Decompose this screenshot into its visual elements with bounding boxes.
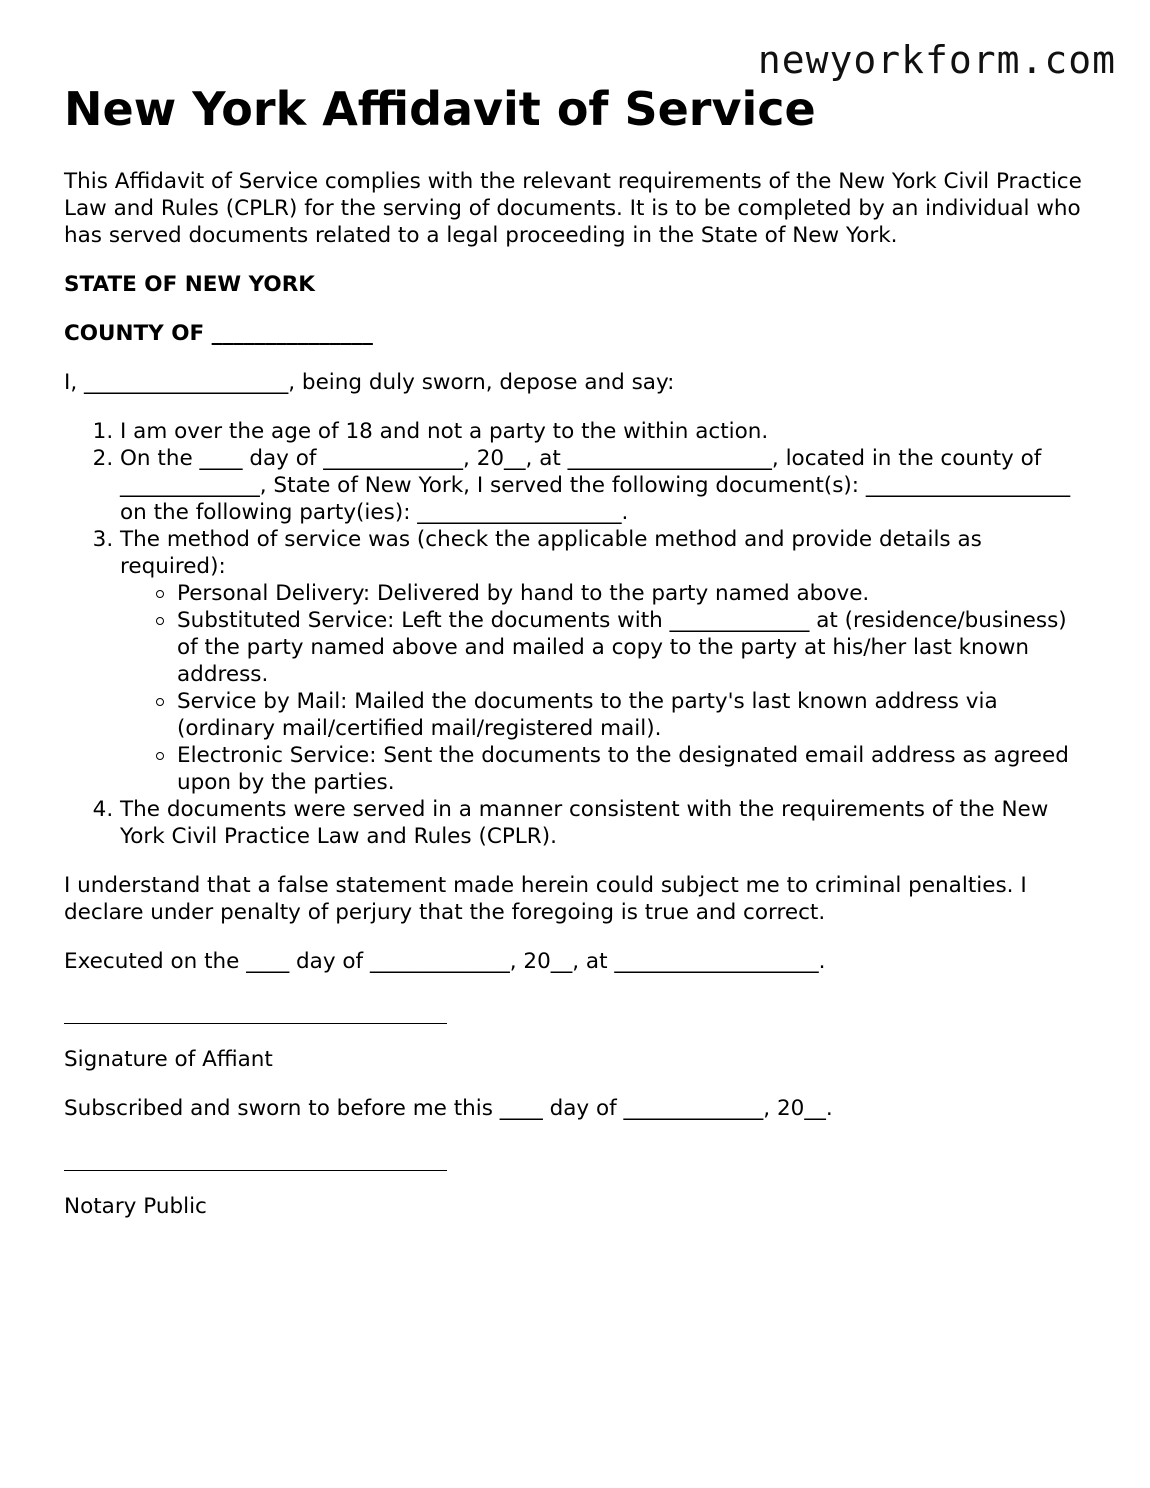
county-heading: COUNTY OF _______________	[64, 321, 373, 346]
state-heading: STATE OF NEW YORK	[64, 272, 315, 297]
method-substituted-service: Substituted Service: Left the documents with _____________ at (residence/business) of the party named above and mailed a copy to the party at his/her last known address.	[177, 607, 1084, 688]
site-watermark: newyorkform.com	[757, 38, 1116, 82]
affiant-signature-line	[64, 1023, 447, 1024]
method-electronic-service: Electronic Service: Sent the documents to the designated email address as agreed upon by the parties.	[177, 742, 1084, 796]
declaration-paragraph: I understand that a false statement made herein could subject me to criminal penalties. I declare under penalty of perjury that the foregoing is true and correct.	[64, 873, 1027, 925]
intro-paragraph: This Affidavit of Service complies with the relevant requirements of the New York Civil Practice Law and Rules (CPLR) for the serving of documents. It is to be completed by an individual who has served documents related to a legal proceeding in the State of New York.	[64, 169, 1082, 248]
statement-list	[64, 418, 1084, 850]
subscribed-line: Subscribed and sworn to before me this ____ day of _____________, 20__.	[64, 1096, 833, 1121]
sworn-line: I, ___________________, being duly sworn, depose and say:	[64, 370, 675, 395]
executed-line: Executed on the ____ day of _____________, 20__, at ___________________.	[64, 949, 826, 974]
statement-item-4: 4. The documents were served in a manner consistent with the requirements of the New York Civil Practice Law and Rules (CPLR).	[120, 796, 1084, 850]
method-service-by-mail: Service by Mail: Mailed the documents to the party's last known address via (ordinary mail/certified mail/registered mail).	[177, 688, 1084, 742]
notary-signature-line	[64, 1170, 447, 1171]
statement-item-2: 2. On the ____ day of _____________, 20__, at ___________________, located in the county of _____________, State of New York, I served the following document(s): ___________________ on the following party(ies): ___________________.	[120, 445, 1084, 526]
document-page	[64, 80, 1084, 1220]
service-methods-list	[120, 580, 1084, 796]
page-title: New York Affidavit of Service	[64, 82, 816, 136]
statement-item-3	[120, 526, 1084, 796]
notary-label: Notary Public	[64, 1194, 207, 1219]
statement-item-3-text: The method of service was (check the applicable method and provide details as required):	[120, 527, 982, 579]
method-personal-delivery: Personal Delivery: Delivered by hand to the party named above.	[177, 580, 1084, 607]
statement-item-1: 1. I am over the age of 18 and not a party to the within action.	[120, 418, 1084, 445]
affiant-label: Signature of Affiant	[64, 1047, 273, 1072]
